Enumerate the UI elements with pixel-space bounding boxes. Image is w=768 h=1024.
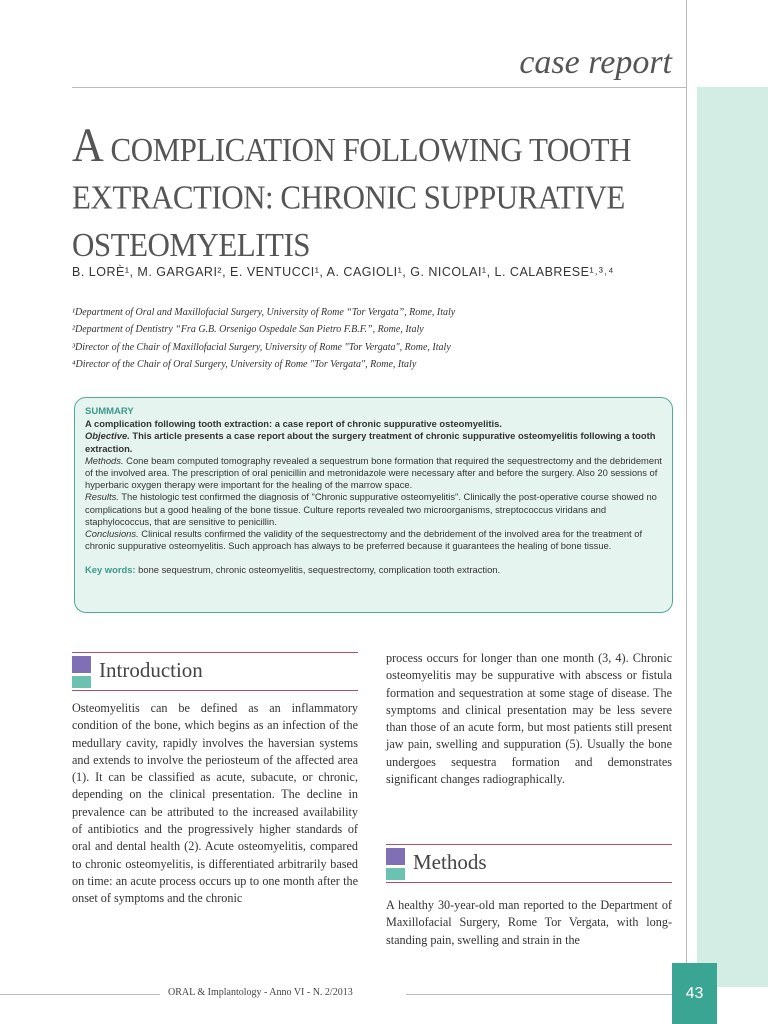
summary-heading: SUMMARY xyxy=(85,406,134,417)
keywords-label: Key words: xyxy=(85,564,136,576)
heading-rule-top xyxy=(72,652,358,653)
results-label: Results. xyxy=(85,491,119,503)
title-initial: A xyxy=(72,118,104,172)
footer-rule-left xyxy=(0,994,160,995)
article-title xyxy=(72,118,672,269)
page-vertical-rule xyxy=(686,0,687,1000)
heading-rule-bottom xyxy=(386,882,672,883)
methods-heading: Methods xyxy=(413,850,487,874)
methods-label: Methods. xyxy=(85,454,124,466)
summary-box xyxy=(74,397,673,613)
methods-text: Cone beam computed tomography revealed a sequestrum bone formation that required the sequestrectomy and the debridement of the involved area. The prescription of oral penicillin and metronidazole were necessary after and before the surgery. Also 20 sessions of hyperbaric oxygen therapy were important for the healing of the marrow space. xyxy=(85,454,662,491)
conclusions-text: Clinical results confirmed the validity of the sequestrectomy and the debridement of the involved area for the treatment of chronic suppurative osteomyelitis. Such approach has always to be preferred because it guarantees the healing of bone tissue. xyxy=(85,528,643,552)
summary-conclusions xyxy=(85,528,662,552)
section-label: case report xyxy=(519,44,672,81)
page-number: 43 xyxy=(685,985,704,1002)
title-rest: COMPLICATION FOLLOWING TOOTH EXTRACTION: CHRONIC SUPPURATIVE OSTEOMYELITIS xyxy=(72,130,631,264)
heading-square-purple xyxy=(386,848,405,865)
affiliations xyxy=(72,304,672,373)
introduction-text-col2: process occurs for longer than one month (3, 4). Chronic osteomyelitis may be suppurative with abscess or fistula formation and sequestration at some stage of disease. The symptoms and clinical presentation may be less severe than those of an acute form, but most patients still present jaw pain, swelling and suppuration (5). Usually the bone undergoes sequestra formation and demonstrates significant changes radiographically. xyxy=(386,651,672,787)
methods-text: A healthy 30-year-old man reported to the Department of Maxillofacial Surgery, Rome Tor Vergata, with long-standing pain, swelling and strain in the xyxy=(386,898,672,947)
summary-objective xyxy=(85,430,662,454)
affiliation-3: ³Director of the Chair of Maxillofacial Surgery, University of Rome "Tor Vergata", Rome, Italy xyxy=(72,341,451,353)
results-text: The histologic test confirmed the diagnosis of "Chronic suppurative osteomyelitis". Clinically the post-operative course showed no complications but a good healing of the bone tissue. Culture reports revealed two microorganisms, streptococcus viridans and staphylococcus, that are sensitive to penicillin. xyxy=(85,491,657,527)
objective-label: Objective. xyxy=(85,430,130,442)
affiliation-4: ⁴Director of the Chair of Oral Surgery, University of Rome "Tor Vergata", Rome, Italy xyxy=(72,358,417,370)
heading-rule-top xyxy=(386,844,672,845)
summary-methods xyxy=(85,455,662,492)
introduction-text-col1: Osteomyelitis can be defined as an inflammatory condition of the bone, which begins as an infection of the medullary cavity, rapidly involves the haversian systems and extends to involve the periosteum of the affected area (1). It can be classified as acute, subacute, or chronic, depending on the clinical presentation. The decline in prevalence can be attributed to the increased availability of antibiotics and the progressively higher standards of oral and dental health (2). Acute osteomyelitis, compared to chronic osteomyelitis, is differentiated arbitrarily based on time: an acute process occurs up to one month after the onset of symptoms and the chronic xyxy=(72,701,358,906)
affiliation-2: ²Department of Dentistry “Fra G.B. Orsenigo Ospedale San Pietro F.B.F.”, Rome, Italy xyxy=(72,324,424,336)
author-list: B. LORÈ¹, M. GARGARI², E. VENTUCCI¹, A. CAGIOLI¹, G. NICOLAI¹, L. CALABRESE¹˒³˒⁴ xyxy=(72,265,614,279)
decorative-sidebar xyxy=(697,87,768,987)
affiliation-1: ¹Department of Oral and Maxillofacial Surgery, University of Rome “Tor Vergata”, Rome, Italy xyxy=(72,307,456,318)
header-rule xyxy=(72,87,687,88)
objective-text: This article presents a case report about the surgery treatment of chronic suppurative osteomyelitis following a tooth extraction. xyxy=(85,430,656,454)
heading-rule-bottom xyxy=(72,690,358,691)
summary-results xyxy=(85,491,662,528)
conclusions-label: Conclusions. xyxy=(85,528,139,540)
heading-square-teal xyxy=(386,868,405,880)
keywords-text: bone sequestrum, chronic osteomyelitis, sequestrectomy, complication tooth extraction. xyxy=(135,564,501,576)
footer-rule-right xyxy=(406,994,672,995)
summary-keywords xyxy=(85,564,662,576)
heading-square-purple xyxy=(72,656,91,673)
footer-journal: ORAL & Implantology - Anno VI - N. 2/2013 xyxy=(168,987,353,998)
introduction-heading: Introduction xyxy=(99,658,203,682)
summary-title: A complication following tooth extraction: a case report of chronic suppurative osteomyelitis. xyxy=(85,418,502,430)
heading-square-teal xyxy=(72,676,91,688)
